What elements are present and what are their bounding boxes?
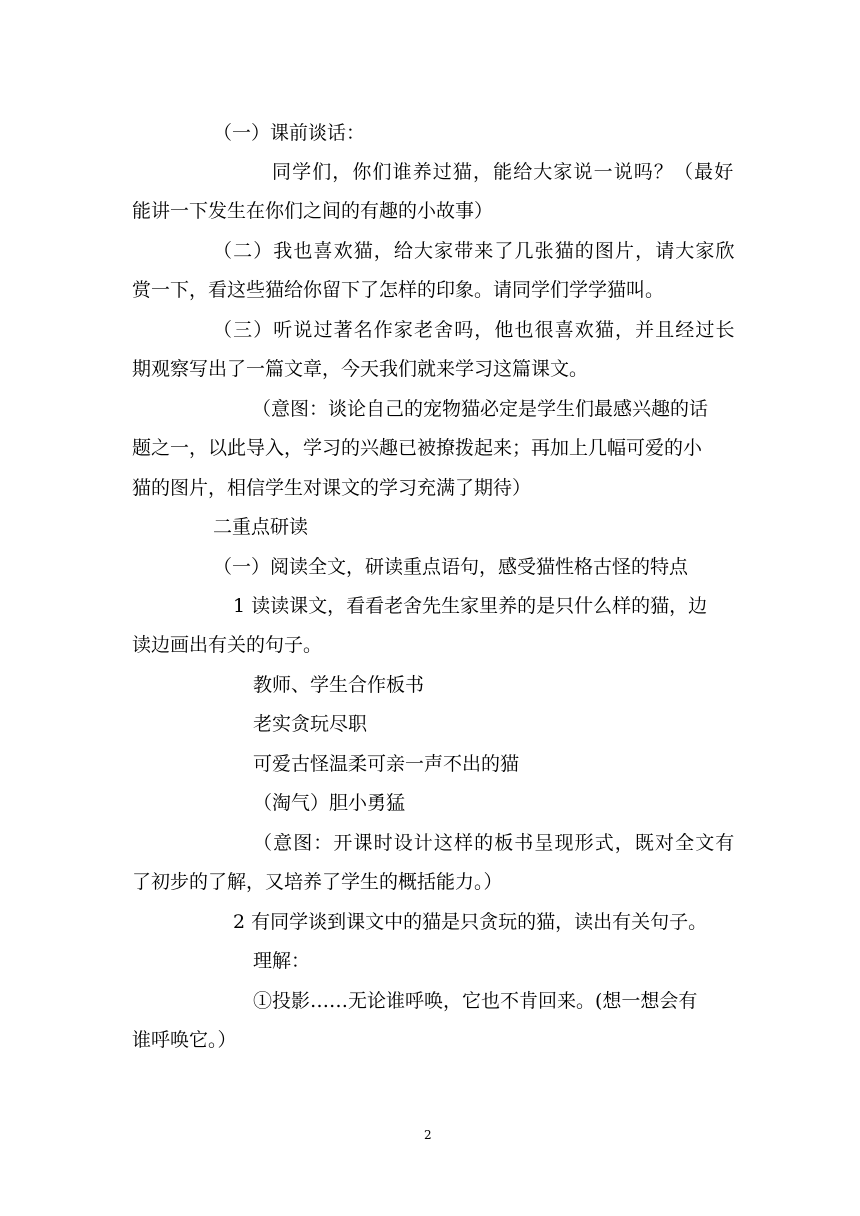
paragraph-line: 谁呼唤它。） [132,1029,237,1051]
blackboard-line: 老实贪玩尽职 [253,713,368,735]
section-heading-key-reading: 二重点研读 [213,516,309,538]
intent-note-line: 了初步的了解，又培养了学生的概括能力。） [132,871,503,893]
paragraph-line: 1 读读课文，看看老舍先生家里养的是只什么样的猫，边 [233,595,708,617]
blackboard-line: 可爱古怪温柔可亲一声不出的猫 [253,753,520,775]
blackboard-line: 教师、学生合作板书 [253,674,425,696]
paragraph-line: 2 有同学谈到课文中的猫是只贪玩的猫，读出有关句子。 [233,911,708,933]
paragraph-line: ①投影……无论谁呼唤，它也不肯回来。(想一想会有 [253,990,698,1012]
subsection-heading: （一）阅读全文，研读重点语句，感受猫性格古怪的特点 [213,556,689,578]
intent-note-line: （意图：谈论自己的宠物猫必定是学生们最感兴趣的话 [252,398,709,420]
paragraph-line: 赏一下，看这些猫给你留下了怎样的印象。请同学们学学猫叫。 [132,279,665,301]
intent-note-line: 猫的图片，相信学生对课文的学习充满了期待） [132,477,532,499]
blackboard-line: （淘气）胆小勇猛 [253,792,406,814]
paragraph-line: 同学们，你们谁养过猫，能给大家说一说吗？（最好 [272,161,735,183]
intent-note-line: （意图：开课时设计这样的板书呈现形式，既对全文有 [253,832,736,854]
paragraph-line: 读边画出有关的句子。 [132,634,323,656]
paragraph-line: 理解： [253,950,311,972]
paragraph-line: 能讲一下发生在你们之间的有趣的小故事） [132,200,494,222]
section-heading-pre-class-talk: （一）课前谈话： [213,122,366,144]
intent-note-line: 题之一，以此导入，学习的兴趣已被撩拨起来；再加上几幅可爱的小 [132,437,703,459]
paragraph-line: （二）我也喜欢猫，给大家带来了几张猫的图片，请大家欣 [213,240,736,262]
page-number: 2 [424,1128,432,1142]
paragraph-line: （三）听说过著名作家老舍吗，他也很喜欢猫，并且经过长 [213,319,736,341]
paragraph-line: 期观察写出了一篇文章，今天我们就来学习这篇课文。 [132,358,589,380]
